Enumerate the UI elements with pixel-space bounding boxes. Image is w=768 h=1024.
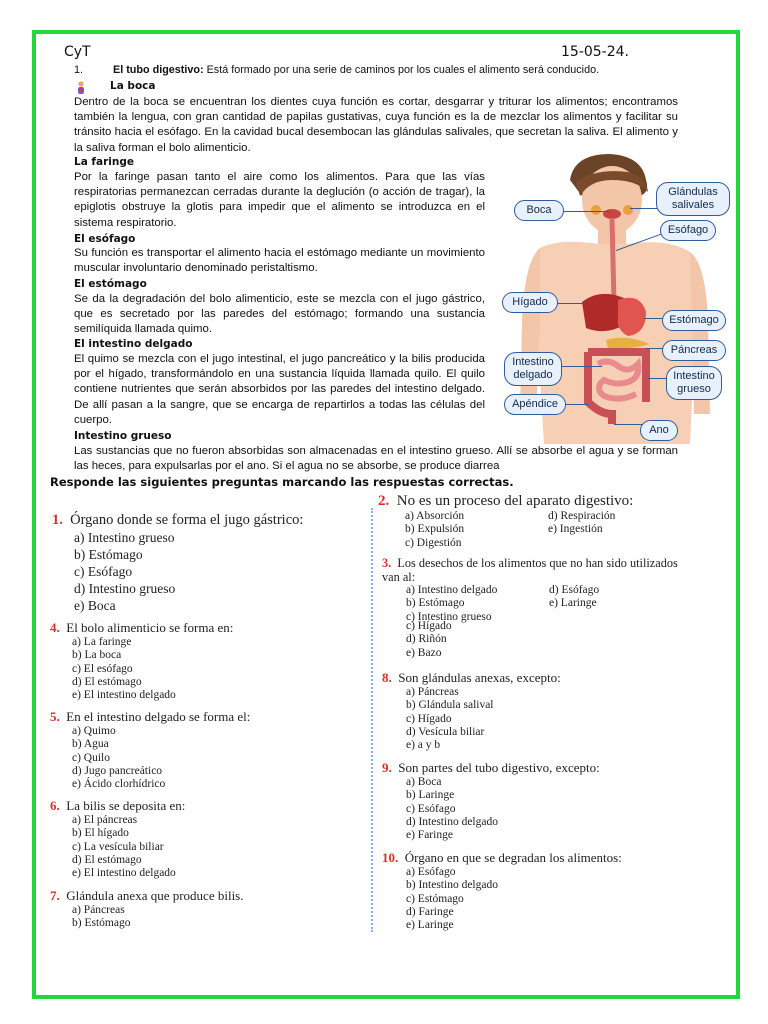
- question-5: [50, 709, 360, 791]
- option[interactable]: c) La vesícula biliar: [72, 840, 164, 853]
- question-number: 2.: [378, 493, 390, 509]
- column-divider: [371, 508, 373, 932]
- body-intestino-delgado: El quimo se mezcla con el jugo intestinal, el jugo pancreático y la bilis producida por el hígado, transformándolo en una sustancia líquida llamada quilo. El quilo contiene nutrientes que serán absorbidos por las paredes del intestino delgado. De allí pasan a la sangre, que se encarga de repartirlos a todas las células del cuerpo.: [74, 353, 485, 426]
- question-number: 3.: [382, 556, 392, 570]
- option[interactable]: e) Bazo: [406, 646, 442, 659]
- option[interactable]: e) El intestino delgado: [72, 689, 176, 702]
- heading-estomago: El estómago: [74, 278, 147, 290]
- question-2: [378, 493, 708, 550]
- option[interactable]: e) Laringe: [406, 919, 454, 932]
- date-label: 15-05-24.: [561, 44, 629, 60]
- instructions: Responde las siguientes preguntas marcando las respuestas correctas.: [50, 475, 514, 489]
- question-text: La bilis se deposita en:: [66, 798, 186, 813]
- leader-line: [614, 424, 644, 425]
- heading-intestino-delgado: El intestino delgado: [74, 338, 193, 350]
- label-higado: Hígado: [502, 292, 558, 313]
- intro-text: Está formado por una serie de caminos por los cuales el alimento será conducido.: [206, 64, 600, 76]
- label-intestino-grueso: Intestino grueso: [666, 366, 722, 400]
- option[interactable]: c) Esófago: [74, 564, 133, 579]
- label-glandulas: Glándulas salivales: [656, 182, 730, 216]
- question-number: 8.: [382, 670, 392, 685]
- option[interactable]: e) a y b: [406, 739, 441, 752]
- question-text: Son partes del tubo digestivo, excepto:: [398, 760, 600, 775]
- option[interactable]: a) La faringe: [72, 636, 132, 648]
- option[interactable]: b) La boca: [72, 649, 122, 662]
- question-text: Son glándulas anexas, excepto:: [398, 670, 561, 685]
- option[interactable]: a) Intestino grueso: [74, 530, 175, 545]
- option[interactable]: e) Ácido clorhídrico: [72, 778, 166, 791]
- option[interactable]: a) Absorción: [405, 510, 465, 522]
- intro-title: El tubo digestivo:: [113, 64, 204, 76]
- body-boca: Dentro de la boca se encuentran los dientes cuya función es cortar, desgarrar y triturar los alimentos; encontramos también la lengua, con gran cantidad de papilas gustativas, cuya función es la de mezclar los alimentos y facilitar su tránsito hacia el esófago. En la cavidad bucal desembocan las glándulas salivales, que secretan la saliva. El alimento y la saliva forman el bolo alimenticio.: [74, 96, 678, 154]
- question-3: [382, 556, 682, 624]
- option[interactable]: d) Faringe: [406, 905, 454, 918]
- label-ano: Ano: [640, 420, 678, 441]
- question-6: [50, 798, 360, 880]
- question-number: 5.: [50, 709, 60, 724]
- question-text: Glándula anexa que produce bilis.: [66, 888, 244, 903]
- option[interactable]: b) Expulsión: [405, 523, 465, 536]
- body-estomago: Se da la degradación del bolo alimenticio, este se mezcla con el jugo gástrico, que es secretado por las paredes del estómago; formando una sustancia semilíquida llamada quimo.: [74, 293, 485, 336]
- question-text: En el intestino delgado se forma el:: [66, 709, 251, 724]
- option[interactable]: c) Hígado: [406, 620, 452, 632]
- leader-line: [558, 366, 602, 367]
- question-text: El bolo alimenticio se forma en:: [66, 620, 234, 635]
- label-esofago: Esófago: [660, 220, 716, 241]
- option[interactable]: b) Estómago: [72, 917, 131, 930]
- question-10: [382, 850, 702, 932]
- question-4: [50, 620, 360, 702]
- question-number: 6.: [50, 798, 60, 813]
- label-boca: Boca: [514, 200, 564, 221]
- question-number: 4.: [50, 620, 60, 635]
- option[interactable]: a) Páncreas: [72, 904, 125, 916]
- question-7-continued: [406, 620, 686, 660]
- option[interactable]: b) Glándula salival: [406, 699, 494, 712]
- heading-esofago: El esófago: [74, 233, 136, 245]
- option[interactable]: a) Páncreas: [406, 686, 459, 698]
- label-pancreas: Páncreas: [662, 340, 726, 361]
- question-number: 10.: [382, 850, 399, 865]
- option[interactable]: d) Vesícula biliar: [406, 725, 485, 738]
- option[interactable]: a) El páncreas: [72, 814, 138, 826]
- option[interactable]: b) Intestino delgado: [406, 879, 498, 892]
- option[interactable]: b) Laringe: [406, 789, 455, 802]
- option[interactable]: e) El intestino delgado: [72, 867, 176, 880]
- body-faringe: Por la faringe pasan tanto el aire como los alimentos. Para que las vías respiratorias permanezcan cerradas durante la deglución (o acción de tragar), la epiglotis obstruye la glotis para impedir que el alimento se introduzca en el sistema respiratorio.: [74, 171, 485, 229]
- question-8: [382, 670, 682, 752]
- option[interactable]: d) Jugo pancreático: [72, 764, 163, 777]
- subject-label: CyT: [64, 44, 91, 60]
- option[interactable]: d) Intestino grueso: [74, 581, 176, 596]
- option[interactable]: a) Esófago: [406, 866, 456, 878]
- option[interactable]: e) Ingestión: [548, 523, 603, 536]
- option[interactable]: a) Intestino delgado: [406, 584, 498, 596]
- option[interactable]: c) Digestión: [405, 536, 462, 549]
- heading-intestino-grueso: Intestino grueso: [74, 430, 172, 442]
- question-1: [52, 512, 362, 614]
- question-text: Órgano en que se degradan los alimentos:: [404, 850, 622, 865]
- question-number: 1.: [52, 512, 63, 528]
- intro-line: [74, 63, 674, 78]
- question-number: 9.: [382, 760, 392, 775]
- question-text: No es un proceso del aparato digestivo:: [396, 493, 634, 509]
- option[interactable]: d) Respiración: [548, 510, 616, 522]
- organs-icon: [75, 80, 87, 92]
- option[interactable]: c) El esófago: [72, 662, 133, 675]
- label-apendice: Apéndice: [504, 394, 566, 415]
- option[interactable]: d) El estómago: [72, 853, 142, 866]
- label-estomago: Estómago: [662, 310, 726, 331]
- body-esofago: Su función es transportar el alimento hacia el estómago mediante un movimiento muscular involuntario denominado peristaltismo.: [74, 247, 485, 275]
- option[interactable]: b) Agua: [72, 738, 109, 751]
- intro-number: 1.: [74, 64, 84, 76]
- option[interactable]: d) Intestino delgado: [406, 815, 498, 828]
- option[interactable]: c) Hígado: [406, 712, 452, 725]
- option[interactable]: d) Riñón: [406, 633, 447, 646]
- label-intestino-delgado: Intestino delgado: [504, 352, 562, 386]
- option[interactable]: d) Esófago: [549, 584, 600, 596]
- option[interactable]: a) Boca: [406, 776, 442, 788]
- option[interactable]: e) Boca: [74, 598, 116, 613]
- digestive-system-diagram: [500, 152, 730, 444]
- option[interactable]: c) Esófago: [406, 802, 456, 815]
- question-number: 7.: [50, 888, 60, 903]
- option[interactable]: e) Laringe: [549, 597, 597, 610]
- option[interactable]: c) Quilo: [72, 751, 111, 764]
- option[interactable]: b) Estómago: [406, 597, 465, 610]
- heading-faringe: La faringe: [74, 156, 134, 168]
- option[interactable]: a) Quimo: [72, 725, 116, 737]
- option[interactable]: c) Intestino grueso: [406, 610, 492, 623]
- option[interactable]: e) Faringe: [406, 829, 453, 842]
- option[interactable]: c) Estómago: [406, 892, 464, 905]
- option[interactable]: b) Estómago: [74, 547, 143, 562]
- leader-line: [558, 211, 610, 212]
- question-7: [50, 888, 360, 931]
- option[interactable]: d) El estómago: [72, 675, 142, 688]
- question-9: [382, 760, 682, 842]
- heading-boca: La boca: [110, 80, 156, 92]
- question-text: Los desechos de los alimentos que no han sido utilizados van al:: [382, 556, 678, 584]
- body-intestino-grueso: Las sustancias que no fueron absorbidas son almacenadas en el intestino grueso. Allí se absorbe el agua y se forman las heces, para expulsarlas por el ano. Si el agua no se absorbe, se produce diarrea: [74, 445, 678, 473]
- leader-line: [648, 378, 668, 379]
- option[interactable]: b) El hígado: [72, 827, 129, 840]
- leader-line: [630, 208, 658, 209]
- question-text: Órgano donde se forma el jugo gástrico:: [70, 512, 304, 528]
